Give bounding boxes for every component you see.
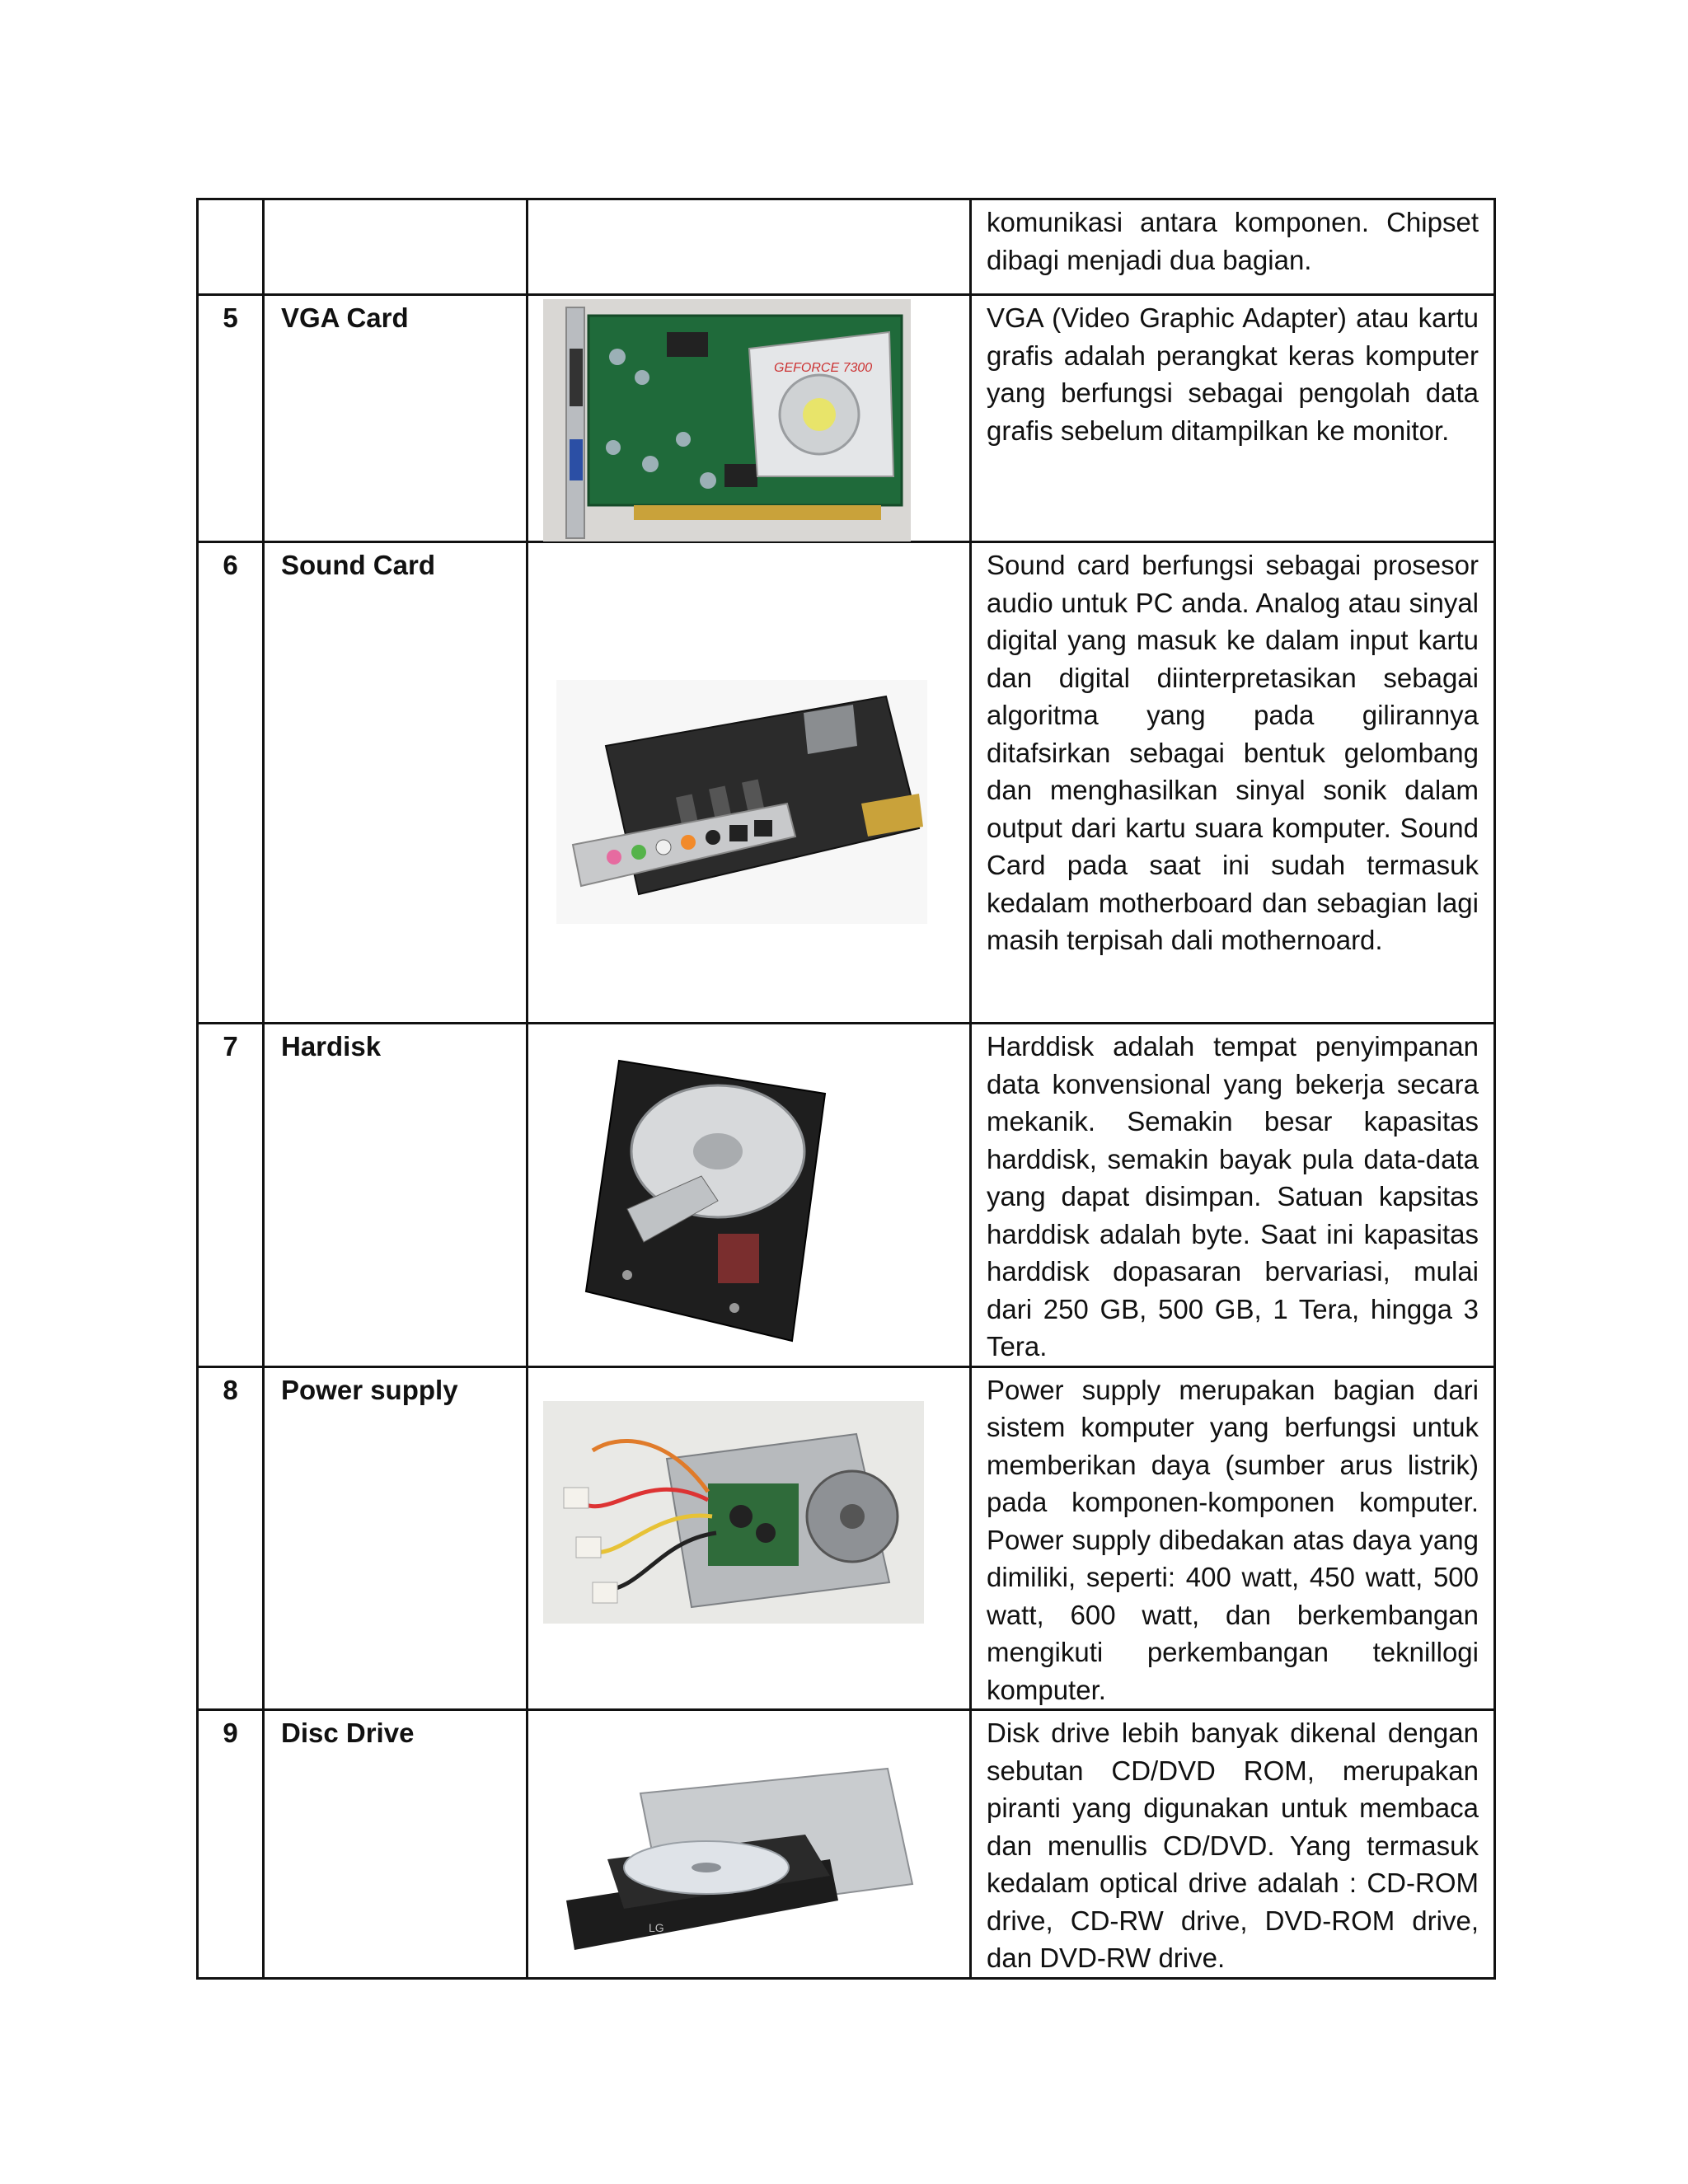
row-number: 8 xyxy=(198,1366,264,1710)
component-description: komunikasi antara komponen. Chipset dibagi menjadi dua bagian. xyxy=(971,199,1495,295)
component-image-cell xyxy=(528,1366,971,1710)
vga-card-image xyxy=(543,299,911,541)
row-number: 7 xyxy=(198,1024,264,1367)
sound-card-image xyxy=(556,680,927,924)
component-description: Harddisk adalah tempat penyimpanan data konvensional yang bekerja secara mekanik. Semakin besar kapasitas harddisk, semakin bayak pula data-data yang dapat disimpan. Satuan kapsitas harddisk adalah byte. Saat ini kapasitas harddisk dopasaran bervariasi, mulai dari 250 GB, 500 GB, 1 Tera, hingga 3 Tera. xyxy=(971,1024,1495,1367)
component-name: Hardisk xyxy=(264,1024,528,1367)
row-number: 9 xyxy=(198,1710,264,1979)
component-name: Disc Drive xyxy=(264,1710,528,1979)
component-image-cell xyxy=(528,1024,971,1367)
component-name xyxy=(264,199,528,295)
row-number xyxy=(198,199,264,295)
component-image-cell xyxy=(528,542,971,1024)
component-description: Sound card berfungsi sebagai prosesor audio untuk PC anda. Analog atau sinyal digital yang masuk ke dalam input kartu dan digital diinterpretasikan sebagai algoritma yang pada gilirannya ditafsirkan sebagai bentuk gelombang dan menghasilkan sinyal sonik dalam output dari kartu suara komputer. Sound Card pada saat ini sudah termasuk kedalam motherboard dan sebagian lagi masih terpisah dali mothernoard. xyxy=(971,542,1495,1024)
component-image-cell xyxy=(528,1710,971,1979)
table-row xyxy=(198,542,1495,1024)
component-name: Sound Card xyxy=(264,542,528,1024)
component-name: VGA Card xyxy=(264,295,528,542)
row-number: 5 xyxy=(198,295,264,542)
table-row xyxy=(198,1710,1495,1979)
component-description: Power supply merupakan bagian dari sistem komputer yang berfungsi untuk memberikan daya (sumber arus listrik) pada komponen-komponen komputer. Power supply dibedakan atas daya yang dimiliki, seperti: 400 watt, 450 watt, 500 watt, 600 watt, dan berkembangan mengikuti perkembangan teknillogi komputer. xyxy=(971,1366,1495,1710)
row-number: 6 xyxy=(198,542,264,1024)
hardisk-image xyxy=(578,1044,833,1347)
disc-drive-brand-label: LG xyxy=(649,1921,664,1934)
component-name: Power supply xyxy=(264,1366,528,1710)
table-row xyxy=(198,1024,1495,1367)
component-image-cell xyxy=(528,199,971,295)
table-row xyxy=(198,1366,1495,1710)
vga-card-brand-label: GEFORCE 7300 xyxy=(774,361,873,375)
disc-drive-image xyxy=(558,1760,921,1970)
table-row xyxy=(198,295,1495,542)
table-row xyxy=(198,199,1495,295)
component-description: VGA (Video Graphic Adapter) atau kartu grafis adalah perangkat keras komputer yang berfungsi sebagai pengolah data grafis sebelum ditampilkan ke monitor. xyxy=(971,295,1495,542)
component-image-cell xyxy=(528,295,971,542)
power-supply-image xyxy=(543,1401,924,1624)
component-description: Disk drive lebih banyak dikenal dengan sebutan CD/DVD ROM, merupakan piranti yang digunakan untuk membaca dan menullis CD/DVD. Yang termasuk kedalam optical drive adalah : CD-ROM drive, CD-RW drive, DVD-ROM drive, dan DVD-RW drive. xyxy=(971,1710,1495,1979)
component-table xyxy=(196,198,1496,1980)
